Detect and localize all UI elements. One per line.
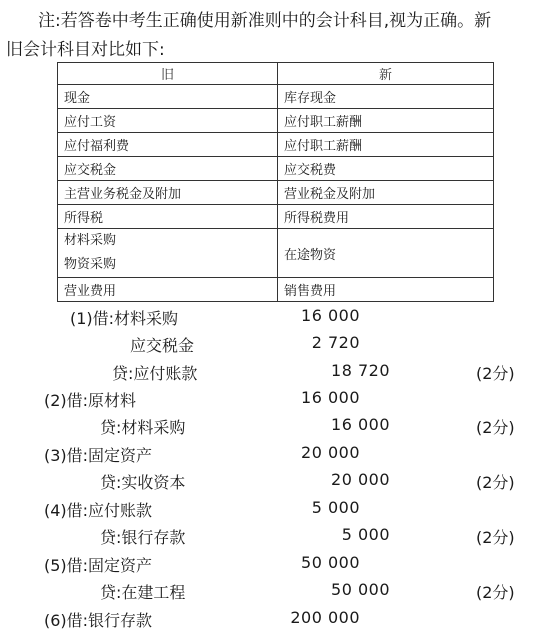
entry-label: (6)借:银行存款: [44, 611, 153, 630]
debit-amount: 20 000: [301, 443, 360, 462]
table-row: [58, 109, 494, 133]
journal-line: [0, 333, 555, 359]
debit-amount: 50 000: [301, 553, 360, 572]
old-account: 材料采购: [64, 233, 117, 248]
points-label: (2分): [476, 583, 515, 602]
credit-amount: 16 000: [331, 415, 390, 434]
account-comparison-table: [57, 62, 494, 302]
table-header-row: [58, 63, 494, 85]
new-account: 库存现金: [278, 85, 494, 109]
old-account-multi: [58, 229, 278, 278]
old-account: 现金: [58, 85, 278, 109]
journal-line: [0, 361, 555, 387]
old-account: 应付工资: [58, 109, 278, 133]
journal-line: [0, 388, 555, 414]
entry-label: (4)借:应付账款: [44, 501, 153, 520]
header-new: 新: [278, 63, 494, 85]
entry-label: 贷:在建工程: [100, 583, 186, 602]
table-row: [58, 229, 494, 278]
credit-amount: 20 000: [331, 470, 390, 489]
table-row: [58, 157, 494, 181]
entry-label: (1)借:材料采购: [70, 309, 179, 328]
old-account: 营业费用: [58, 278, 278, 302]
points-label: (2分): [476, 473, 515, 492]
journal-line: [0, 553, 555, 579]
header-old: 旧: [58, 63, 278, 85]
table-row: [58, 278, 494, 302]
entry-label: (5)借:固定资产: [44, 556, 153, 575]
credit-amount: 5 000: [341, 525, 390, 544]
note-line-2: 旧会计科目对比如下:: [6, 40, 165, 60]
old-account: 主营业务税金及附加: [58, 181, 278, 205]
entry-label: 贷:银行存款: [100, 528, 186, 547]
journal-line: [0, 608, 555, 634]
debit-amount: 5 000: [311, 498, 360, 517]
entry-label: 应交税金: [130, 336, 195, 355]
debit-amount: 200 000: [290, 608, 360, 627]
journal-line: [0, 580, 555, 606]
journal-line: [0, 498, 555, 524]
table-row: [58, 205, 494, 229]
new-account: 应付职工薪酬: [278, 133, 494, 157]
credit-amount: 18 720: [331, 361, 390, 380]
entry-label: (3)借:固定资产: [44, 446, 153, 465]
old-account: 所得税: [58, 205, 278, 229]
old-account: 应交税金: [58, 157, 278, 181]
new-account: 所得税费用: [278, 205, 494, 229]
new-account: 应付职工薪酬: [278, 109, 494, 133]
points-label: (2分): [476, 418, 515, 437]
table-row: [58, 133, 494, 157]
new-account: 应交税费: [278, 157, 494, 181]
note-line-1: 注:若答卷中考生正确使用新准则中的会计科目,视为正确。新: [38, 11, 492, 31]
debit-amount: 16 000: [301, 388, 360, 407]
entry-label: 贷:实收资本: [100, 473, 186, 492]
entry-label: 贷:应付账款: [112, 364, 198, 383]
entry-label: (2)借:原材料: [44, 391, 137, 410]
new-account: 销售费用: [278, 278, 494, 302]
new-account: 在途物资: [278, 229, 494, 278]
points-label: (2分): [476, 364, 515, 383]
old-account: 物资采购: [64, 257, 117, 272]
journal-line: [0, 415, 555, 441]
table-row: [58, 85, 494, 109]
journal-line: [0, 443, 555, 469]
table-row: [58, 181, 494, 205]
debit-amount: 16 000: [301, 306, 360, 325]
old-account: 应付福利费: [58, 133, 278, 157]
entry-label: 贷:材料采购: [100, 418, 186, 437]
journal-line: [0, 525, 555, 551]
new-account: 营业税金及附加: [278, 181, 494, 205]
journal-line: [0, 470, 555, 496]
points-label: (2分): [476, 528, 515, 547]
journal-line: [0, 306, 555, 332]
credit-amount: 50 000: [331, 580, 390, 599]
debit-amount: 2 720: [311, 333, 360, 352]
